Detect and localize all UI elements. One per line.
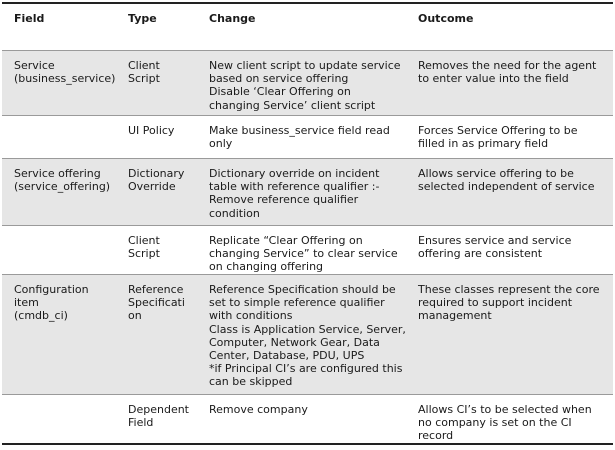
cell-change: New client script to update service based on service offering Disable ‘Clear Offering on changing Service’ client script bbox=[209, 59, 401, 112]
table-row bbox=[2, 225, 613, 274]
cell-outcome: Forces Service Offering to be filled in as primary field bbox=[418, 124, 578, 151]
cell-type: Client Script bbox=[128, 234, 160, 261]
cell-change: Remove company bbox=[209, 403, 308, 416]
table-row bbox=[2, 158, 613, 225]
cell-type: Reference Specificati on bbox=[128, 283, 185, 323]
table-row bbox=[2, 50, 613, 115]
table-header bbox=[2, 2, 613, 50]
cell-outcome: Ensures service and service offering are consistent bbox=[418, 234, 572, 261]
cell-type: Client Script bbox=[128, 59, 160, 86]
table-row bbox=[2, 394, 613, 443]
cell-type: Dependent Field bbox=[128, 403, 189, 430]
cell-change: Reference Specification should be set to simple reference qualifier with conditions Class is Application Service, Server, Computer, Network Gear, Data Center, Database, PDU, UPS *if Principal CI’s are configured this can be skipped bbox=[209, 283, 406, 389]
cell-outcome: Allows service offering to be selected independent of service bbox=[418, 167, 595, 194]
cell-field: Configuration item (cmdb_ci) bbox=[14, 283, 89, 323]
table-row bbox=[2, 115, 613, 158]
cell-field: Service offering (service_offering) bbox=[14, 167, 111, 194]
header-outcome: Outcome bbox=[418, 12, 474, 25]
cell-outcome: Removes the need for the agent to enter value into the field bbox=[418, 59, 597, 86]
header-type: Type bbox=[128, 12, 157, 25]
table-row bbox=[2, 274, 613, 394]
cell-change: Replicate “Clear Offering on changing Service” to clear service on changing offering bbox=[209, 234, 398, 274]
header-change: Change bbox=[209, 12, 256, 25]
cell-change: Dictionary override on incident table with reference qualifier :- Remove reference qualifier condition bbox=[209, 167, 380, 220]
table-bottom-rule bbox=[2, 443, 613, 445]
cell-change: Make business_service field read only bbox=[209, 124, 390, 151]
change-table bbox=[2, 2, 613, 445]
cell-field: Service (business_service) bbox=[14, 59, 116, 86]
cell-outcome: These classes represent the core required to support incident management bbox=[418, 283, 600, 323]
cell-type: UI Policy bbox=[128, 124, 175, 137]
cell-outcome: Allows CI’s to be selected when no company is set on the CI record bbox=[418, 403, 592, 443]
header-field: Field bbox=[14, 12, 45, 25]
cell-type: Dictionary Override bbox=[128, 167, 185, 194]
